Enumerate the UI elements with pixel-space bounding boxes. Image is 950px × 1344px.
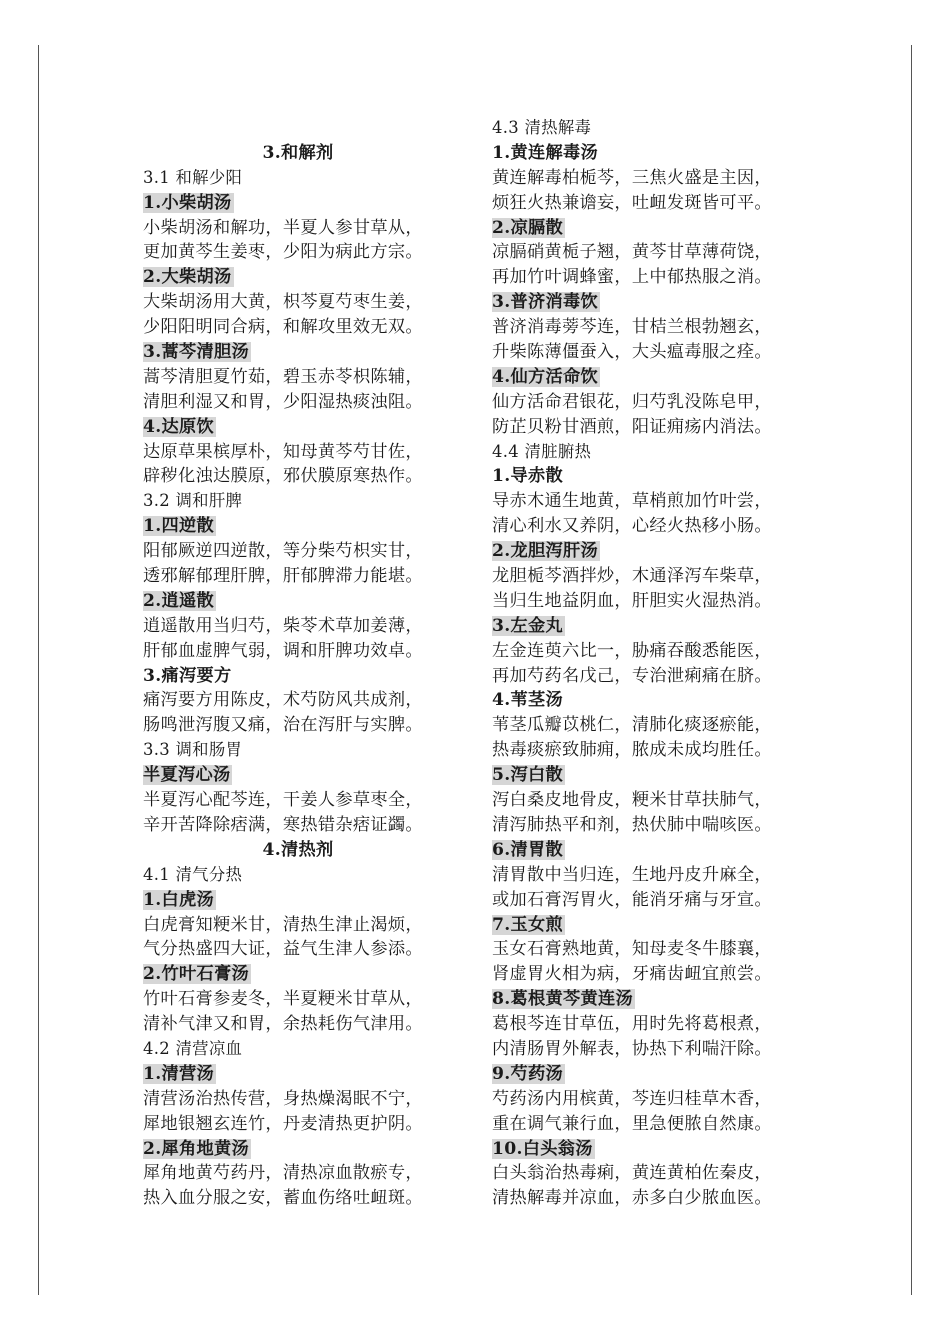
verse-line: 辟秽化浊达膜原，邪伏膜原寒热作。: [143, 466, 423, 487]
section-heading: 4.3 清热解毒: [492, 118, 592, 137]
formula-title-text: 1.小柴胡汤: [143, 192, 232, 213]
section-heading: 4.2 清营凉血: [143, 1038, 243, 1058]
verse-line: 竹叶石膏参麦冬，半夏粳米甘草从，: [143, 989, 423, 1010]
formula-title-text: 3.左金丸: [492, 615, 564, 636]
verse-line: 清胃散中当归连，生地丹皮升麻全，: [492, 864, 772, 885]
formula-title-text: 10.白头翁汤: [492, 1138, 593, 1159]
formula-title: [492, 1062, 802, 1087]
formula-title: [492, 614, 802, 639]
formula-title: [143, 415, 453, 440]
formula-title-text: 1.清营汤: [143, 1063, 215, 1084]
left-column: [143, 116, 453, 1211]
verse-line: 玉女石膏熟地黄，知母麦冬牛膝襄，: [492, 939, 772, 960]
verse-line: 再加芍药名戊己，专治泄痢痛在脐。: [492, 665, 772, 686]
formula-title: 1.黄连解毒汤: [492, 142, 598, 163]
formula-title-text: 1.四逆散: [143, 516, 215, 537]
formula-title: [143, 265, 453, 290]
verse-line: 龙胆栀芩酒拌炒，木通泽泻车柴草，: [492, 566, 772, 587]
verse-line: 透邪解郁理肝脾，肝郁脾滞力能堪。: [143, 566, 423, 587]
formula-title-text: 9.芍药汤: [492, 1063, 564, 1084]
verse-line: 白头翁治热毒痢，黄连黄柏佐秦皮，: [492, 1163, 772, 1184]
verse-line: 苇茎瓜瓣苡桃仁，清肺化痰逐瘀能，: [492, 715, 772, 736]
verse-line: 肾虚胃火相为病，牙痛齿衄宜煎尝。: [492, 964, 772, 985]
formula-title-text: 7.玉女煎: [492, 914, 564, 935]
verse-line: 清热解毒并凉血，赤多白少脓血医。: [492, 1188, 772, 1209]
formula-title: [143, 1137, 453, 1162]
formula-title-text: 半夏泻心汤: [143, 765, 231, 786]
verse-line: 葛根芩连甘草伍，用时先将葛根煮，: [492, 1014, 772, 1035]
verse-line: 白虎膏知粳米甘，清热生津止渴烦，: [143, 914, 423, 935]
formula-title: [143, 1062, 453, 1087]
verse-line: 更加黄芩生姜枣，少阳为病此方宗。: [143, 242, 423, 263]
formula-title: 1.导赤散: [492, 466, 564, 487]
section-heading: 4.4 清脏腑热: [492, 441, 592, 461]
verse-line: 小柴胡汤和解功，半夏人参甘草从，: [143, 217, 423, 238]
verse-line: 仙方活命君银花，归芍乳没陈皂甲，: [492, 391, 772, 412]
formula-title: 4.苇茎汤: [492, 690, 564, 711]
verse-line: 清补气津又和胃，余热耗伤气津用。: [143, 1014, 423, 1035]
verse-line: 当归生地益阴血，肝胆实火湿热消。: [492, 590, 772, 611]
formula-title-text: 3.普济消毒饮: [492, 292, 598, 313]
verse-line: 热入血分服之安，蓄血伤络吐衄斑。: [143, 1188, 423, 1209]
formula-title: [143, 191, 453, 216]
verse-line: 痛泻要方用陈皮，术芍防风共成剂，: [143, 690, 423, 711]
verse-line: 达原草果槟厚朴，知母黄芩芍甘佐，: [143, 441, 423, 462]
verse-line: 热毒痰瘀致肺痈，脓成未成均胜任。: [492, 740, 772, 761]
verse-line: 清营汤治热传营，身热燥渴眠不宁，: [143, 1088, 423, 1109]
section-heading: 3.1 和解少阳: [143, 167, 243, 187]
verse-line: 升柴陈薄僵蚕入，大头瘟毒服之痊。: [492, 342, 772, 363]
chapter-heading: 3.和解剂: [262, 142, 334, 163]
verse-line: 内清肠胃外解表，协热下利喘汗除。: [492, 1038, 772, 1059]
formula-title: [492, 216, 802, 241]
verse-line: 蒿芩清胆夏竹茹，碧玉赤苓枳陈辅，: [143, 366, 423, 387]
verse-line: 辛开苦降除痞满，寒热错杂痞证蠲。: [143, 814, 423, 835]
formula-title-text: 2.逍遥散: [143, 590, 215, 611]
formula-title-text: 2.犀角地黄汤: [143, 1138, 249, 1159]
verse-line: 肠鸣泄泻腹又痛，治在泻肝与实脾。: [143, 715, 423, 736]
formula-title: [143, 962, 453, 987]
verse-line: 黄连解毒柏栀芩，三焦火盛是主因，: [492, 167, 772, 188]
section-heading: 3.2 调和肝脾: [143, 491, 243, 511]
page-border-left: [38, 45, 39, 1295]
formula-title: 3.痛泻要方: [143, 665, 232, 686]
formula-title: [143, 340, 453, 365]
verse-line: 普济消毒蒡芩连，甘桔兰根勃翘玄，: [492, 317, 772, 338]
formula-title: [492, 290, 802, 315]
formula-title-text: 5.泻白散: [492, 765, 564, 786]
verse-line: 烦狂火热兼谵妄，吐衄发斑皆可平。: [492, 192, 772, 213]
formula-title: [492, 913, 802, 938]
formula-title: [492, 838, 802, 863]
verse-line: 清胆利湿又和胃，少阳湿热痰浊阻。: [143, 391, 423, 412]
verse-line: 犀地银翘玄连竹，丹麦清热更护阴。: [143, 1113, 423, 1134]
section-heading: 3.3 调和肠胃: [143, 740, 243, 760]
verse-line: 凉膈硝黄栀子翘，黄芩甘草薄荷饶，: [492, 242, 772, 263]
right-column: [492, 116, 802, 1211]
verse-line: 气分热盛四大证，益气生津人参添。: [143, 939, 423, 960]
formula-title: [143, 763, 453, 788]
formula-title: [143, 888, 453, 913]
verse-line: 肝郁血虚脾气弱，调和肝脾功效卓。: [143, 640, 423, 661]
verse-line: 清泻肺热平和剂，热伏肺中喘咳医。: [492, 814, 772, 835]
formula-title-text: 3.蒿芩清胆汤: [143, 342, 249, 363]
verse-line: 导赤木通生地黄，草梢煎加竹叶尝，: [492, 491, 772, 512]
page-border-right: [911, 45, 912, 1295]
verse-line: 左金连萸六比一，胁痛吞酸悉能医，: [492, 640, 772, 661]
verse-line: 少阳阳明同合病，和解攻里效无双。: [143, 317, 423, 338]
formula-title: [143, 514, 453, 539]
formula-title: [143, 589, 453, 614]
formula-title-text: 8.葛根黄芩黄连汤: [492, 989, 633, 1010]
formula-title-text: 4.仙方活命饮: [492, 366, 598, 387]
formula-title: [492, 365, 802, 390]
formula-title-text: 2.凉膈散: [492, 217, 564, 238]
formula-title-text: 2.龙胆泻肝汤: [492, 541, 598, 562]
formula-title: [492, 987, 802, 1012]
verse-line: 再加竹叶调蜂蜜，上中郁热服之消。: [492, 267, 772, 288]
formula-title: [492, 1137, 802, 1162]
formula-title-text: 2.竹叶石膏汤: [143, 964, 249, 985]
verse-line: 防芷贝粉甘酒煎，阳证痈疡内消法。: [492, 416, 772, 437]
verse-line: 大柴胡汤用大黄，枳芩夏芍枣生姜，: [143, 292, 423, 313]
formula-title-text: 4.达原饮: [143, 416, 215, 437]
formula-title: [492, 763, 802, 788]
verse-line: 泻白桑皮地骨皮，粳米甘草扶肺气，: [492, 790, 772, 811]
verse-line: 逍遥散用当归芍，柴苓术草加姜薄，: [143, 615, 423, 636]
chapter-heading: 4.清热剂: [262, 839, 334, 860]
verse-line: 半夏泻心配芩连，干姜人参草枣全，: [143, 790, 423, 811]
spacer: [143, 116, 453, 141]
verse-line: 阳郁厥逆四逆散，等分柴芍枳实甘，: [143, 541, 423, 562]
verse-line: 犀角地黄芍药丹，清热凉血散瘀专，: [143, 1163, 423, 1184]
formula-title: [492, 539, 802, 564]
verse-line: 重在调气兼行血，里急便脓自然康。: [492, 1113, 772, 1134]
verse-line: 芍药汤内用槟黄，芩连归桂草木香，: [492, 1088, 772, 1109]
formula-title-text: 2.大柴胡汤: [143, 267, 232, 288]
formula-title-text: 1.白虎汤: [143, 889, 215, 910]
formula-title-text: 6.清胃散: [492, 839, 564, 860]
verse-line: 或加石膏泻胃火，能消牙痛与牙宣。: [492, 889, 772, 910]
section-heading: 4.1 清气分热: [143, 864, 243, 884]
verse-line: 清心利水又养阴，心经火热移小肠。: [492, 516, 772, 537]
